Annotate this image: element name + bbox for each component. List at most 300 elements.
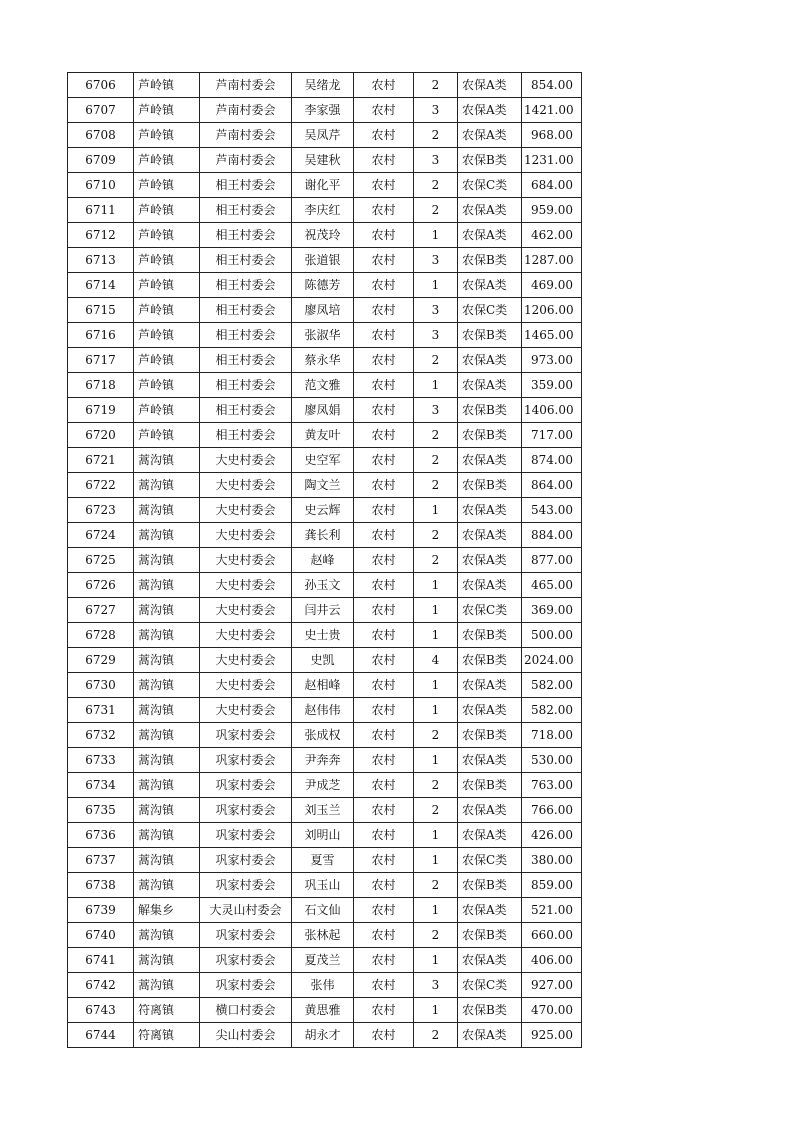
amount-cell: 766.00 [522,798,582,823]
insurance-category-cell: 农保A类 [458,198,522,223]
table-row [68,748,582,773]
village-committee-cell: 相王村委会 [200,198,292,223]
record-id-cell: 6721 [68,448,134,473]
town-cell: 蒿沟镇 [134,823,200,848]
village-committee-cell: 巩家村委会 [200,948,292,973]
record-id-cell: 6707 [68,98,134,123]
village-committee-cell: 巩家村委会 [200,923,292,948]
record-id-cell: 6740 [68,923,134,948]
record-id-cell: 6719 [68,398,134,423]
household-size-cell: 2 [414,873,458,898]
village-committee-cell: 相王村委会 [200,323,292,348]
table-row [68,273,582,298]
village-committee-cell: 相王村委会 [200,223,292,248]
town-cell: 蒿沟镇 [134,573,200,598]
records-table-body [68,73,582,1048]
insurance-category-cell: 农保A类 [458,498,522,523]
area-type-cell: 农村 [354,648,414,673]
village-committee-cell: 相王村委会 [200,173,292,198]
amount-cell: 426.00 [522,823,582,848]
household-size-cell: 1 [414,823,458,848]
household-size-cell: 2 [414,923,458,948]
record-id-cell: 6712 [68,223,134,248]
amount-cell: 925.00 [522,1023,582,1048]
record-id-cell: 6736 [68,823,134,848]
insurance-category-cell: 农保A类 [458,73,522,98]
town-cell: 蒿沟镇 [134,698,200,723]
name-cell: 蔡永华 [292,348,354,373]
amount-cell: 380.00 [522,848,582,873]
village-committee-cell: 横口村委会 [200,998,292,1023]
table-row [68,73,582,98]
name-cell: 史云辉 [292,498,354,523]
area-type-cell: 农村 [354,698,414,723]
name-cell: 石文仙 [292,898,354,923]
amount-cell: 2024.00 [522,648,582,673]
insurance-category-cell: 农保B类 [458,998,522,1023]
name-cell: 尹成芝 [292,773,354,798]
area-type-cell: 农村 [354,673,414,698]
town-cell: 芦岭镇 [134,173,200,198]
name-cell: 张林起 [292,923,354,948]
amount-cell: 973.00 [522,348,582,373]
name-cell: 尹奔奔 [292,748,354,773]
town-cell: 芦岭镇 [134,373,200,398]
record-id-cell: 6729 [68,648,134,673]
table-row [68,723,582,748]
town-cell: 芦岭镇 [134,398,200,423]
area-type-cell: 农村 [354,1023,414,1048]
name-cell: 李家强 [292,98,354,123]
amount-cell: 582.00 [522,698,582,723]
household-size-cell: 1 [414,748,458,773]
town-cell: 蒿沟镇 [134,673,200,698]
name-cell: 吴绪龙 [292,73,354,98]
village-committee-cell: 芦南村委会 [200,148,292,173]
town-cell: 芦岭镇 [134,198,200,223]
village-committee-cell: 相王村委会 [200,248,292,273]
town-cell: 芦岭镇 [134,73,200,98]
name-cell: 黄友叶 [292,423,354,448]
village-committee-cell: 巩家村委会 [200,848,292,873]
amount-cell: 465.00 [522,573,582,598]
amount-cell: 684.00 [522,173,582,198]
amount-cell: 470.00 [522,998,582,1023]
amount-cell: 521.00 [522,898,582,923]
insurance-category-cell: 农保C类 [458,973,522,998]
insurance-category-cell: 农保C类 [458,598,522,623]
insurance-category-cell: 农保A类 [458,273,522,298]
household-size-cell: 2 [414,798,458,823]
village-committee-cell: 相王村委会 [200,348,292,373]
town-cell: 蒿沟镇 [134,498,200,523]
area-type-cell: 农村 [354,898,414,923]
name-cell: 张淑华 [292,323,354,348]
table-row [68,573,582,598]
table-row [68,823,582,848]
name-cell: 胡永才 [292,1023,354,1048]
table-row [68,448,582,473]
table-row [68,923,582,948]
table-row [68,173,582,198]
record-id-cell: 6738 [68,873,134,898]
village-committee-cell: 大灵山村委会 [200,898,292,923]
table-row [68,98,582,123]
record-id-cell: 6716 [68,323,134,348]
town-cell: 符离镇 [134,1023,200,1048]
name-cell: 谢化平 [292,173,354,198]
household-size-cell: 1 [414,698,458,723]
area-type-cell: 农村 [354,498,414,523]
area-type-cell: 农村 [354,998,414,1023]
record-id-cell: 6726 [68,573,134,598]
name-cell: 夏雪 [292,848,354,873]
household-size-cell: 1 [414,373,458,398]
table-row [68,323,582,348]
name-cell: 吴建秋 [292,148,354,173]
table-row [68,598,582,623]
name-cell: 赵伟伟 [292,698,354,723]
record-id-cell: 6724 [68,523,134,548]
area-type-cell: 农村 [354,298,414,323]
area-type-cell: 农村 [354,548,414,573]
area-type-cell: 农村 [354,923,414,948]
household-size-cell: 2 [414,448,458,473]
insurance-category-cell: 农保A类 [458,748,522,773]
table-row [68,948,582,973]
village-committee-cell: 大史村委会 [200,698,292,723]
amount-cell: 469.00 [522,273,582,298]
town-cell: 蒿沟镇 [134,773,200,798]
table-row [68,398,582,423]
area-type-cell: 农村 [354,748,414,773]
name-cell: 吴凤芹 [292,123,354,148]
town-cell: 蒿沟镇 [134,748,200,773]
record-id-cell: 6709 [68,148,134,173]
area-type-cell: 农村 [354,848,414,873]
town-cell: 芦岭镇 [134,323,200,348]
record-id-cell: 6744 [68,1023,134,1048]
insurance-category-cell: 农保A类 [458,573,522,598]
village-committee-cell: 巩家村委会 [200,973,292,998]
household-size-cell: 2 [414,73,458,98]
name-cell: 巩玉山 [292,873,354,898]
record-id-cell: 6717 [68,348,134,373]
amount-cell: 1206.00 [522,298,582,323]
record-id-cell: 6742 [68,973,134,998]
household-size-cell: 2 [414,473,458,498]
area-type-cell: 农村 [354,198,414,223]
insurance-category-cell: 农保B类 [458,473,522,498]
record-id-cell: 6743 [68,998,134,1023]
area-type-cell: 农村 [354,798,414,823]
town-cell: 蒿沟镇 [134,848,200,873]
table-row [68,298,582,323]
village-committee-cell: 大史村委会 [200,473,292,498]
record-id-cell: 6731 [68,698,134,723]
records-table [67,72,582,1048]
area-type-cell: 农村 [354,423,414,448]
household-size-cell: 2 [414,198,458,223]
name-cell: 范文雅 [292,373,354,398]
name-cell: 李庆红 [292,198,354,223]
insurance-category-cell: 农保A类 [458,523,522,548]
town-cell: 蒿沟镇 [134,473,200,498]
household-size-cell: 2 [414,123,458,148]
amount-cell: 877.00 [522,548,582,573]
village-committee-cell: 芦南村委会 [200,123,292,148]
town-cell: 芦岭镇 [134,98,200,123]
insurance-category-cell: 农保A类 [458,348,522,373]
table-row [68,623,582,648]
insurance-category-cell: 农保B类 [458,773,522,798]
area-type-cell: 农村 [354,448,414,473]
area-type-cell: 农村 [354,623,414,648]
town-cell: 芦岭镇 [134,298,200,323]
amount-cell: 874.00 [522,448,582,473]
village-committee-cell: 大史村委会 [200,673,292,698]
record-id-cell: 6734 [68,773,134,798]
insurance-category-cell: 农保A类 [458,123,522,148]
amount-cell: 369.00 [522,598,582,623]
name-cell: 廖凤娟 [292,398,354,423]
record-id-cell: 6730 [68,673,134,698]
area-type-cell: 农村 [354,873,414,898]
household-size-cell: 2 [414,773,458,798]
household-size-cell: 2 [414,723,458,748]
insurance-category-cell: 农保A类 [458,798,522,823]
area-type-cell: 农村 [354,148,414,173]
household-size-cell: 3 [414,298,458,323]
table-row [68,373,582,398]
amount-cell: 1421.00 [522,98,582,123]
village-committee-cell: 大史村委会 [200,598,292,623]
town-cell: 蒿沟镇 [134,948,200,973]
household-size-cell: 3 [414,98,458,123]
amount-cell: 359.00 [522,373,582,398]
record-id-cell: 6710 [68,173,134,198]
town-cell: 蒿沟镇 [134,598,200,623]
household-size-cell: 1 [414,573,458,598]
household-size-cell: 2 [414,523,458,548]
village-committee-cell: 相王村委会 [200,273,292,298]
village-committee-cell: 尖山村委会 [200,1023,292,1048]
amount-cell: 530.00 [522,748,582,773]
area-type-cell: 农村 [354,73,414,98]
record-id-cell: 6739 [68,898,134,923]
area-type-cell: 农村 [354,573,414,598]
record-id-cell: 6713 [68,248,134,273]
table-row [68,648,582,673]
record-id-cell: 6711 [68,198,134,223]
area-type-cell: 农村 [354,98,414,123]
record-id-cell: 6727 [68,598,134,623]
table-row [68,773,582,798]
area-type-cell: 农村 [354,273,414,298]
insurance-category-cell: 农保B类 [458,648,522,673]
town-cell: 芦岭镇 [134,348,200,373]
insurance-category-cell: 农保B类 [458,723,522,748]
village-committee-cell: 相王村委会 [200,423,292,448]
household-size-cell: 3 [414,248,458,273]
household-size-cell: 3 [414,398,458,423]
table-row [68,248,582,273]
village-committee-cell: 大史村委会 [200,623,292,648]
table-row [68,798,582,823]
insurance-category-cell: 农保B类 [458,623,522,648]
household-size-cell: 2 [414,423,458,448]
insurance-category-cell: 农保C类 [458,298,522,323]
table-row [68,473,582,498]
name-cell: 祝茂玲 [292,223,354,248]
record-id-cell: 6723 [68,498,134,523]
record-id-cell: 6715 [68,298,134,323]
village-committee-cell: 相王村委会 [200,398,292,423]
town-cell: 蒿沟镇 [134,623,200,648]
household-size-cell: 2 [414,348,458,373]
table-row [68,548,582,573]
town-cell: 蒿沟镇 [134,923,200,948]
village-committee-cell: 巩家村委会 [200,873,292,898]
area-type-cell: 农村 [354,473,414,498]
household-size-cell: 1 [414,223,458,248]
village-committee-cell: 芦南村委会 [200,98,292,123]
insurance-category-cell: 农保A类 [458,98,522,123]
town-cell: 蒿沟镇 [134,723,200,748]
village-committee-cell: 大史村委会 [200,523,292,548]
name-cell: 刘玉兰 [292,798,354,823]
insurance-category-cell: 农保B类 [458,423,522,448]
table-row [68,698,582,723]
amount-cell: 859.00 [522,873,582,898]
record-id-cell: 6714 [68,273,134,298]
area-type-cell: 农村 [354,823,414,848]
household-size-cell: 1 [414,273,458,298]
insurance-category-cell: 农保B类 [458,248,522,273]
amount-cell: 1406.00 [522,398,582,423]
area-type-cell: 农村 [354,123,414,148]
record-id-cell: 6720 [68,423,134,448]
record-id-cell: 6735 [68,798,134,823]
name-cell: 夏茂兰 [292,948,354,973]
table-row [68,148,582,173]
table-row [68,198,582,223]
town-cell: 芦岭镇 [134,123,200,148]
insurance-category-cell: 农保B类 [458,148,522,173]
insurance-category-cell: 农保A类 [458,673,522,698]
amount-cell: 959.00 [522,198,582,223]
table-row [68,123,582,148]
table-row [68,848,582,873]
area-type-cell: 农村 [354,373,414,398]
household-size-cell: 1 [414,998,458,1023]
town-cell: 芦岭镇 [134,273,200,298]
town-cell: 蒿沟镇 [134,448,200,473]
insurance-category-cell: 农保A类 [458,448,522,473]
insurance-category-cell: 农保C类 [458,848,522,873]
household-size-cell: 1 [414,848,458,873]
record-id-cell: 6733 [68,748,134,773]
area-type-cell: 农村 [354,248,414,273]
amount-cell: 543.00 [522,498,582,523]
town-cell: 蒿沟镇 [134,548,200,573]
table-row [68,898,582,923]
name-cell: 史士贵 [292,623,354,648]
household-size-cell: 1 [414,498,458,523]
record-id-cell: 6708 [68,123,134,148]
amount-cell: 660.00 [522,923,582,948]
area-type-cell: 农村 [354,773,414,798]
town-cell: 芦岭镇 [134,148,200,173]
table-row [68,348,582,373]
insurance-category-cell: 农保A类 [458,548,522,573]
town-cell: 蒿沟镇 [134,523,200,548]
insurance-category-cell: 农保C类 [458,173,522,198]
name-cell: 刘明山 [292,823,354,848]
village-committee-cell: 巩家村委会 [200,823,292,848]
name-cell: 陈德芳 [292,273,354,298]
town-cell: 芦岭镇 [134,423,200,448]
town-cell: 解集乡 [134,898,200,923]
table-row [68,998,582,1023]
record-id-cell: 6718 [68,373,134,398]
household-size-cell: 3 [414,973,458,998]
town-cell: 符离镇 [134,998,200,1023]
area-type-cell: 农村 [354,948,414,973]
insurance-category-cell: 农保A类 [458,698,522,723]
record-id-cell: 6722 [68,473,134,498]
insurance-category-cell: 农保A类 [458,823,522,848]
name-cell: 黄思雅 [292,998,354,1023]
name-cell: 张道银 [292,248,354,273]
table-row [68,523,582,548]
amount-cell: 718.00 [522,723,582,748]
household-size-cell: 1 [414,673,458,698]
village-committee-cell: 芦南村委会 [200,73,292,98]
area-type-cell: 农村 [354,523,414,548]
name-cell: 赵峰 [292,548,354,573]
area-type-cell: 农村 [354,173,414,198]
town-cell: 芦岭镇 [134,223,200,248]
name-cell: 赵相峰 [292,673,354,698]
household-size-cell: 2 [414,548,458,573]
household-size-cell: 2 [414,173,458,198]
household-size-cell: 1 [414,898,458,923]
village-committee-cell: 巩家村委会 [200,773,292,798]
insurance-category-cell: 农保B类 [458,873,522,898]
amount-cell: 582.00 [522,673,582,698]
area-type-cell: 农村 [354,223,414,248]
village-committee-cell: 大史村委会 [200,498,292,523]
name-cell: 张伟 [292,973,354,998]
village-committee-cell: 大史村委会 [200,448,292,473]
table-row [68,973,582,998]
village-committee-cell: 大史村委会 [200,548,292,573]
household-size-cell: 2 [414,1023,458,1048]
area-type-cell: 农村 [354,348,414,373]
insurance-category-cell: 农保A类 [458,898,522,923]
amount-cell: 406.00 [522,948,582,973]
table-row [68,673,582,698]
town-cell: 芦岭镇 [134,248,200,273]
amount-cell: 1287.00 [522,248,582,273]
table-row [68,1023,582,1048]
village-committee-cell: 大史村委会 [200,573,292,598]
name-cell: 史空军 [292,448,354,473]
record-id-cell: 6741 [68,948,134,973]
table-row [68,873,582,898]
name-cell: 张成权 [292,723,354,748]
